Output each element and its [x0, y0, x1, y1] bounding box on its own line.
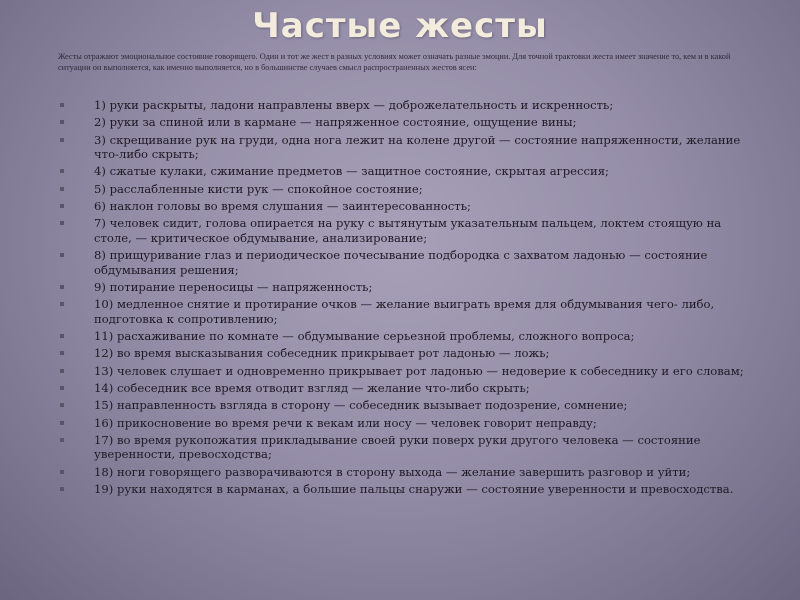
gestures-list: [58, 98, 758, 499]
bullet-square-icon: [60, 351, 64, 355]
bullet-square-icon: [60, 204, 64, 208]
bullet-square-icon: [60, 187, 64, 191]
list-item: [58, 482, 758, 497]
list-item-text: 14) собеседник все время отводит взгляд — желание что-либо скрыть;: [94, 381, 530, 396]
list-item-text: 16) прикосновение во время речи к векам или носу — человек говорит неправду;: [94, 415, 597, 430]
bullet-square-icon: [60, 369, 64, 373]
list-item: [58, 364, 758, 379]
list-item: [58, 416, 758, 431]
list-item-text: 17) во время рукопожатия прикладывание своей руки поверх руки другого человека — состояние уверенности, превосходства;: [94, 432, 701, 462]
list-item-text: 8) прищуривание глаз и периодическое почесывание подбородка с захватом ладонью — состояние обдумывания решения;: [94, 248, 708, 277]
list-item-text: 11) расхаживание по комнате — обдумывание серьезной проблемы, сложного вопроса;: [94, 329, 635, 344]
list-item: [58, 98, 758, 113]
bullet-square-icon: [60, 487, 64, 491]
bullet-square-icon: [60, 138, 64, 142]
list-item: [58, 329, 758, 344]
list-item-text: 19) руки находятся в карманах, а большие пальцы снаружи — состояние уверенности и превосходства.: [94, 482, 734, 497]
bullet-square-icon: [60, 470, 64, 474]
list-item: [58, 133, 758, 162]
list-item-text: 2) руки за спиной или в кармане — напряженное состояние, ощущение вины;: [94, 115, 577, 130]
list-item: [58, 297, 758, 326]
list-item: [58, 433, 758, 462]
list-item: [58, 346, 758, 361]
list-item-text: 13) человек слушает и одновременно прикрывает рот ладонью — недоверие к собеседнику и его словам;: [94, 363, 744, 378]
list-item-text: 3) скрещивание рук на груди, одна нога лежит на колене другой — состояние напряженности, желание что-либо скрыть;: [94, 132, 741, 162]
list-item-text: 4) сжатые кулаки, сжимание предметов — защитное состояние, скрытая агрессия;: [94, 164, 609, 179]
list-item: [58, 465, 758, 480]
list-item: [58, 381, 758, 396]
bullet-square-icon: [60, 386, 64, 390]
list-item-text: 1) руки раскрыты, ладони направлены вверх — доброжелательность и искренность;: [94, 98, 614, 112]
list-item-text: 12) во время высказывания собеседник прикрывает рот ладонью — ложь;: [94, 346, 550, 361]
list-item: [58, 216, 758, 245]
list-item: [58, 182, 758, 197]
intro-paragraph: Жесты отражают эмоциональное состояние говорящего. Один и тот же жест в разных условиях может означать разные эмоции. Для точной трактовки жеста имеет значение то, кем и в какой ситуации он выполняется, как именно выполняется, но в большинстве случаев смысл распространенных жестов ясен:: [58, 52, 731, 72]
bullet-square-icon: [60, 421, 64, 425]
bullet-square-icon: [60, 253, 64, 257]
bullet-square-icon: [60, 103, 64, 107]
list-item: [58, 115, 758, 130]
bullet-square-icon: [60, 438, 64, 442]
bullet-square-icon: [60, 302, 64, 306]
list-item-text: 10) медленное снятие и протирание очков — желание выиграть время для обдумывания чего- либо, подготовка к сопротивлению;: [94, 297, 715, 326]
bullet-square-icon: [60, 120, 64, 124]
bullet-square-icon: [60, 334, 64, 338]
list-item: [58, 248, 758, 277]
list-item-text: 6) наклон головы во время слушания — заинтересованность;: [94, 199, 471, 213]
list-item-text: 18) ноги говорящего разворачиваются в сторону выхода — желание завершить разговор и уйти;: [94, 464, 691, 479]
bullet-square-icon: [60, 221, 64, 225]
list-item: [58, 164, 758, 179]
list-item-text: 15) направленность взгляда в сторону — собеседник вызывает подозрение, сомнение;: [94, 398, 628, 413]
list-item: [58, 199, 758, 214]
list-item: [58, 398, 758, 413]
bullet-square-icon: [60, 169, 64, 173]
list-item: [58, 280, 758, 295]
slide-title: Частые жесты: [252, 6, 548, 46]
list-item-text: 5) расслабленные кисти рук — спокойное состояние;: [94, 181, 423, 196]
list-item-text: 7) человек сидит, голова опирается на руку с вытянутым указательным пальцем, локтем стоящую на столе, — критическое обдумывание, анализирование;: [94, 216, 722, 245]
bullet-square-icon: [60, 403, 64, 407]
bullet-square-icon: [60, 285, 64, 289]
list-item-text: 9) потирание переносицы — напряженность;: [94, 280, 373, 295]
